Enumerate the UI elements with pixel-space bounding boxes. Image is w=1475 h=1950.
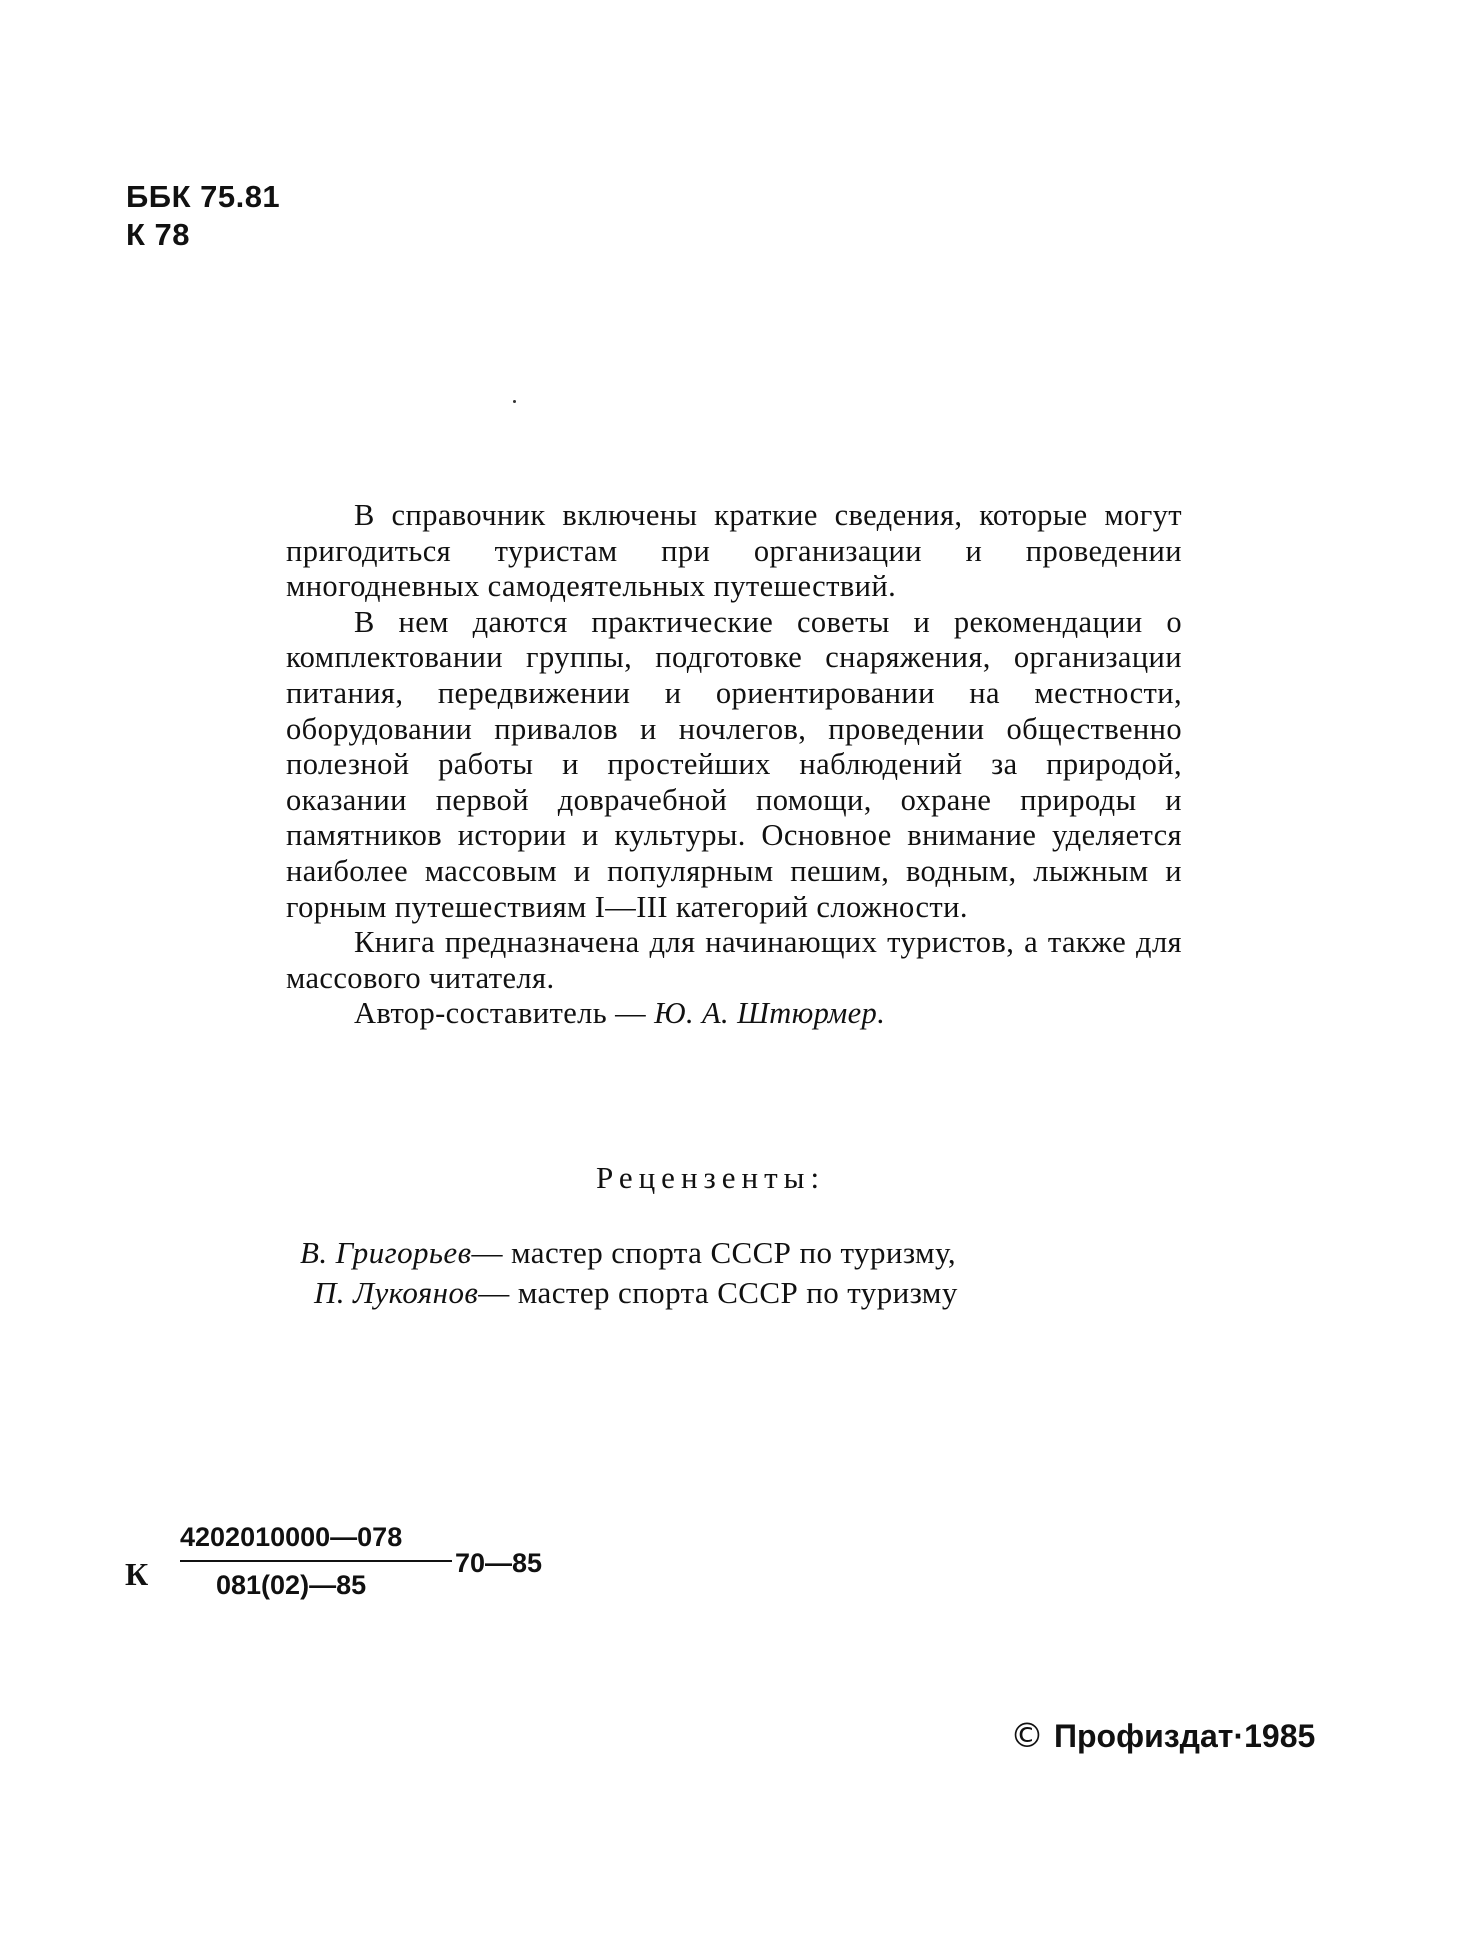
catalog-code: 70—85	[455, 1548, 543, 1578]
catalog-index	[125, 1522, 585, 1622]
author-line	[286, 996, 1182, 1032]
catalog-letter: К	[125, 1556, 149, 1592]
catalog-denominator: 081(02)—85	[216, 1570, 367, 1600]
fraction-line	[180, 1560, 452, 1562]
copyright-text: Профиздат·1985	[1054, 1718, 1316, 1754]
reviewer-name: П. Лукоянов	[314, 1275, 479, 1310]
reviewer-role: — мастер спорта СССР по туризму,	[471, 1235, 957, 1270]
reviewer-role: — мастер спорта СССР по туризму	[478, 1275, 958, 1310]
catalog-numerator: 4202010000—078	[180, 1522, 403, 1552]
author-label: Автор-составитель —	[354, 996, 647, 1031]
copyright	[1010, 1716, 1315, 1756]
annotation	[286, 498, 1182, 1032]
reviewer-item	[300, 1273, 1180, 1313]
annotation-paragraph-1: В справочник включены краткие сведения, которые могут пригодиться туристам при организации и проведении многодневных самодеятельных путешествий.	[286, 498, 1182, 604]
annotation-paragraph-2: В нем даются практические советы и рекомендации о комплектовании группы, подготовке снаряжения, организации питания, передвижении и ориентировании на местности, оборудовании привалов и ночлегов, проведении общественно полезной работы и простейших наблюдений за природой, оказании первой доврачебной помощи, охране природы и памятников истории и культуры. Основное внимание уделяется наиболее массовым и популярным пешим, водным, лыжным и горным путешествиям I—III категорий сложности.	[286, 604, 1182, 924]
reviewers-heading: Рецензенты:	[596, 1160, 826, 1195]
author-name: Ю. А. Штюрмер.	[654, 996, 886, 1031]
author-sign: К 78	[126, 217, 191, 252]
annotation-paragraph-3: Книга предназначена для начинающих туристов, а также для массового читателя.	[286, 925, 1182, 995]
reviewers-list	[300, 1233, 1180, 1313]
bbk-index: ББК 75.81	[126, 179, 281, 214]
classification-block	[126, 178, 280, 254]
copyright-icon: ©	[1010, 1716, 1044, 1756]
reviewer-item	[300, 1233, 1180, 1273]
reviewer-name: В. Григорьев	[300, 1235, 472, 1270]
print-speck	[513, 400, 516, 403]
